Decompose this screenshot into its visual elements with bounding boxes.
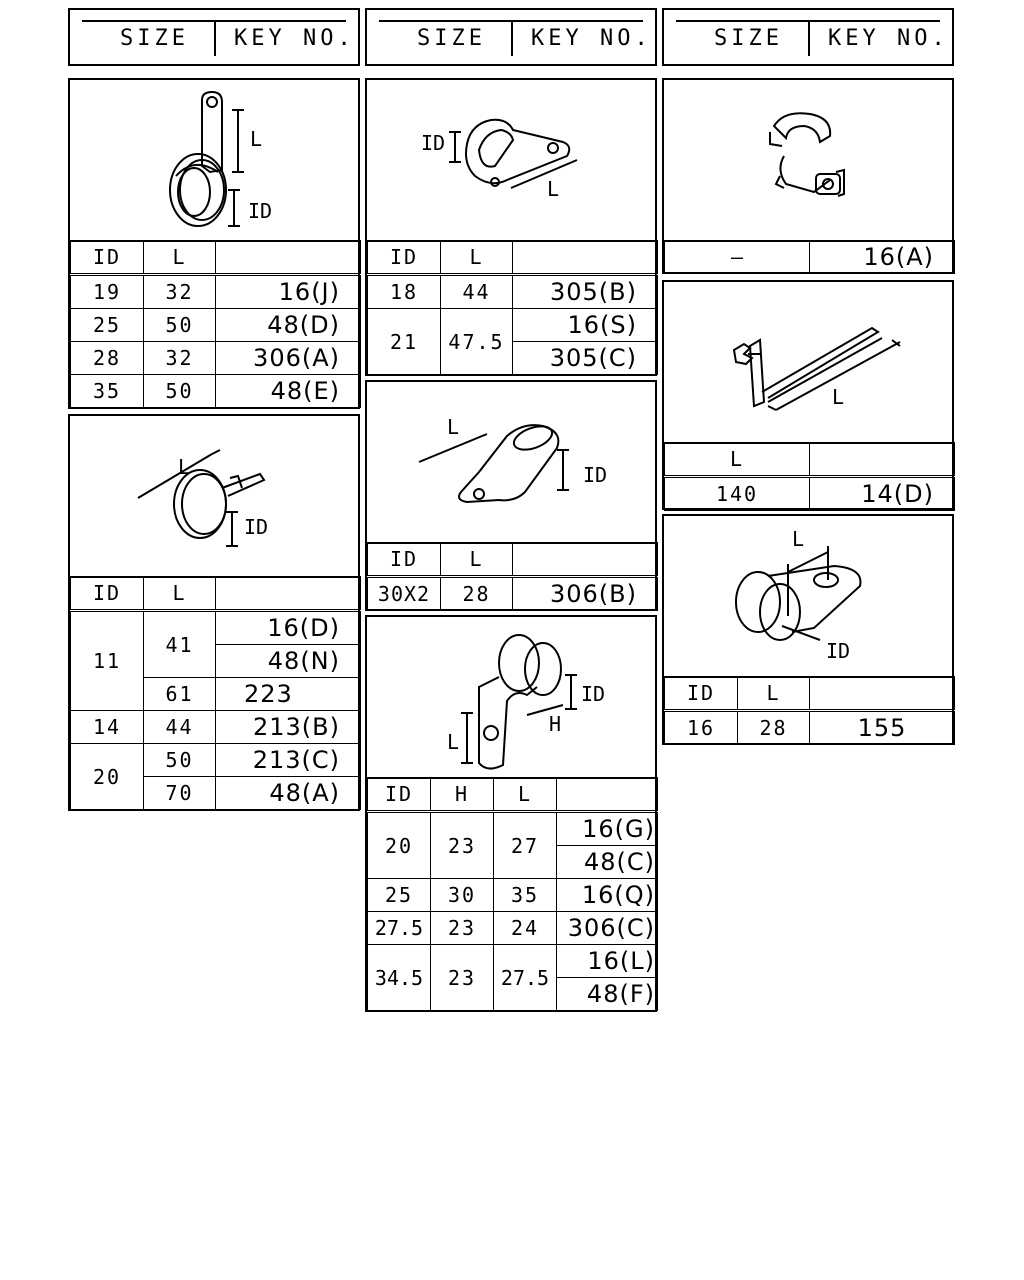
col-header-key <box>216 241 361 275</box>
col-header-key <box>216 577 361 611</box>
clamp-illustration <box>367 80 655 242</box>
cell-l: 28 <box>441 577 513 611</box>
cell-key: 213(B) <box>216 711 361 744</box>
size-table <box>664 676 955 745</box>
table-row <box>71 275 361 309</box>
l-dimension-label: L <box>547 177 560 201</box>
id-dimension-label: ID <box>581 682 606 706</box>
key-no-label: KEY NO. <box>531 26 652 51</box>
table-row <box>368 577 658 611</box>
col-header-id: ID <box>368 778 431 812</box>
cell-l: 27 <box>494 812 557 879</box>
col-header-key <box>513 241 658 275</box>
cell-key: 155 <box>810 711 955 745</box>
clamp-panel-oval-clamp <box>365 380 657 611</box>
cell-size: — <box>665 241 810 274</box>
l-dimension-label: L <box>250 127 263 151</box>
table-row <box>368 945 658 978</box>
cell-l: 27.5 <box>494 945 557 1011</box>
cell-key: 14(D) <box>810 477 955 511</box>
size-label: SIZE <box>120 26 189 51</box>
size-table <box>664 240 955 274</box>
clamp-illustration <box>664 80 952 242</box>
clamp-panel-double-clamp <box>365 78 657 376</box>
cell-key: 16(S) <box>513 309 658 342</box>
table-row <box>368 812 658 846</box>
cell-key: 48(A) <box>216 777 361 810</box>
cell-key: 16(D) <box>216 611 361 645</box>
col-header-id: ID <box>71 577 144 611</box>
cell-l: 44 <box>441 275 513 309</box>
cell-id: 14 <box>71 711 144 744</box>
cell-h: 23 <box>431 912 494 945</box>
col-header-key <box>513 543 658 577</box>
cell-l: 24 <box>494 912 557 945</box>
col-header-key <box>557 778 658 812</box>
cell-key: 48(N) <box>216 645 361 678</box>
size-table <box>70 576 361 810</box>
clamp-panel-cable-clip <box>662 78 954 274</box>
size-label: SIZE <box>714 26 783 51</box>
table-row <box>71 744 361 777</box>
cell-id: 11 <box>71 611 144 711</box>
table-row <box>368 912 658 945</box>
cell-id: 20 <box>368 812 431 879</box>
clamp-panel-bracket-clamp <box>365 615 657 1012</box>
cell-key: 48(E) <box>216 375 361 408</box>
clamp-illustration <box>367 617 655 779</box>
cell-l: 50 <box>144 744 216 777</box>
table-row <box>71 611 361 645</box>
l-dimension-label: L <box>178 455 191 479</box>
col-header-id: ID <box>665 677 738 711</box>
col-header-l: L <box>441 543 513 577</box>
cell-id: 28 <box>71 342 144 375</box>
col-header-l: L <box>144 577 216 611</box>
col-header-id: ID <box>368 241 441 275</box>
id-dimension-label: ID <box>248 199 273 223</box>
cell-id: 21 <box>368 309 441 375</box>
table-row <box>368 275 658 309</box>
table-row <box>665 241 955 274</box>
header-col1 <box>68 8 360 66</box>
col-header-l: L <box>144 241 216 275</box>
table-row <box>71 375 361 408</box>
key-no-label: KEY NO. <box>828 26 949 51</box>
col-header-key <box>810 677 955 711</box>
cell-key: 48(D) <box>216 309 361 342</box>
l-dimension-label: L <box>447 415 460 439</box>
cell-key: 223 <box>216 678 361 711</box>
clamp-illustration <box>664 516 952 678</box>
cell-id: 34.5 <box>368 945 431 1011</box>
size-table <box>70 240 361 408</box>
cell-id: 16 <box>665 711 738 745</box>
table-row <box>665 477 955 511</box>
cell-h: 23 <box>431 812 494 879</box>
table-row <box>71 711 361 744</box>
cell-id: 25 <box>71 309 144 342</box>
cell-key: 16(L) <box>557 945 658 978</box>
size-table <box>664 442 955 511</box>
cell-key: 48(C) <box>557 846 658 879</box>
h-dimension-label: H <box>549 712 562 736</box>
col-header-l: L <box>665 443 810 477</box>
cell-l: 61 <box>144 678 216 711</box>
cell-l: 50 <box>144 309 216 342</box>
cell-id: 27.5 <box>368 912 431 945</box>
cell-key: 16(A) <box>810 241 955 274</box>
table-row <box>368 879 658 912</box>
cell-l: 47.5 <box>441 309 513 375</box>
clamp-illustration <box>70 80 358 242</box>
cell-l: 41 <box>144 611 216 678</box>
cell-key: 306(B) <box>513 577 658 611</box>
table-row <box>368 309 658 342</box>
col-header-id: ID <box>71 241 144 275</box>
l-dimension-label: L <box>447 730 460 754</box>
cell-key: 16(Q) <box>557 879 658 912</box>
col-header-l: L <box>441 241 513 275</box>
id-dimension-label: ID <box>826 639 851 663</box>
clamp-illustration <box>664 282 952 444</box>
size-table <box>367 240 658 375</box>
table-row <box>665 711 955 745</box>
l-dimension-label: L <box>832 385 845 409</box>
cell-id: 35 <box>71 375 144 408</box>
cell-l: 50 <box>144 375 216 408</box>
size-table <box>367 542 658 611</box>
id-dimension-label: ID <box>583 463 608 487</box>
l-dimension-label: L <box>792 527 805 551</box>
clamp-panel-loop-clamp <box>662 514 954 745</box>
cell-key: 306(C) <box>557 912 658 945</box>
cell-key: 213(C) <box>216 744 361 777</box>
col-header-id: ID <box>368 543 441 577</box>
cell-l: 44 <box>144 711 216 744</box>
clamp-panel-band-clamp <box>68 414 360 811</box>
cell-id: 18 <box>368 275 441 309</box>
cell-key: 16(G) <box>557 812 658 846</box>
size-table <box>367 777 658 1011</box>
table-row <box>71 309 361 342</box>
key-no-label: KEY NO. <box>234 26 355 51</box>
id-dimension-label: ID <box>244 515 269 539</box>
cell-id: 19 <box>71 275 144 309</box>
cell-l: 32 <box>144 342 216 375</box>
clamp-panel-bracket-tie <box>662 280 954 510</box>
cell-key: 48(F) <box>557 978 658 1011</box>
clamp-illustration <box>70 416 358 578</box>
cell-id: 25 <box>368 879 431 912</box>
table-row <box>71 342 361 375</box>
size-label: SIZE <box>417 26 486 51</box>
cell-key: 305(B) <box>513 275 658 309</box>
cell-l: 32 <box>144 275 216 309</box>
id-dimension-label: ID <box>421 131 446 155</box>
cell-id: 20 <box>71 744 144 810</box>
cell-l: 35 <box>494 879 557 912</box>
cell-l: 28 <box>738 711 810 745</box>
col-header-h: H <box>431 778 494 812</box>
cell-id: 30X2 <box>368 577 441 611</box>
clamp-panel-p-clamp-tab <box>68 78 360 409</box>
header-col3 <box>662 8 954 66</box>
cell-l: 70 <box>144 777 216 810</box>
col-header-l: L <box>738 677 810 711</box>
cell-h: 23 <box>431 945 494 1011</box>
cell-l: 140 <box>665 477 810 511</box>
header-col2 <box>365 8 657 66</box>
cell-key: 306(A) <box>216 342 361 375</box>
cell-key: 16(J) <box>216 275 361 309</box>
cell-key: 305(C) <box>513 342 658 375</box>
col-header-key <box>810 443 955 477</box>
col-header-l: L <box>494 778 557 812</box>
clamp-illustration <box>367 382 655 544</box>
cell-h: 30 <box>431 879 494 912</box>
